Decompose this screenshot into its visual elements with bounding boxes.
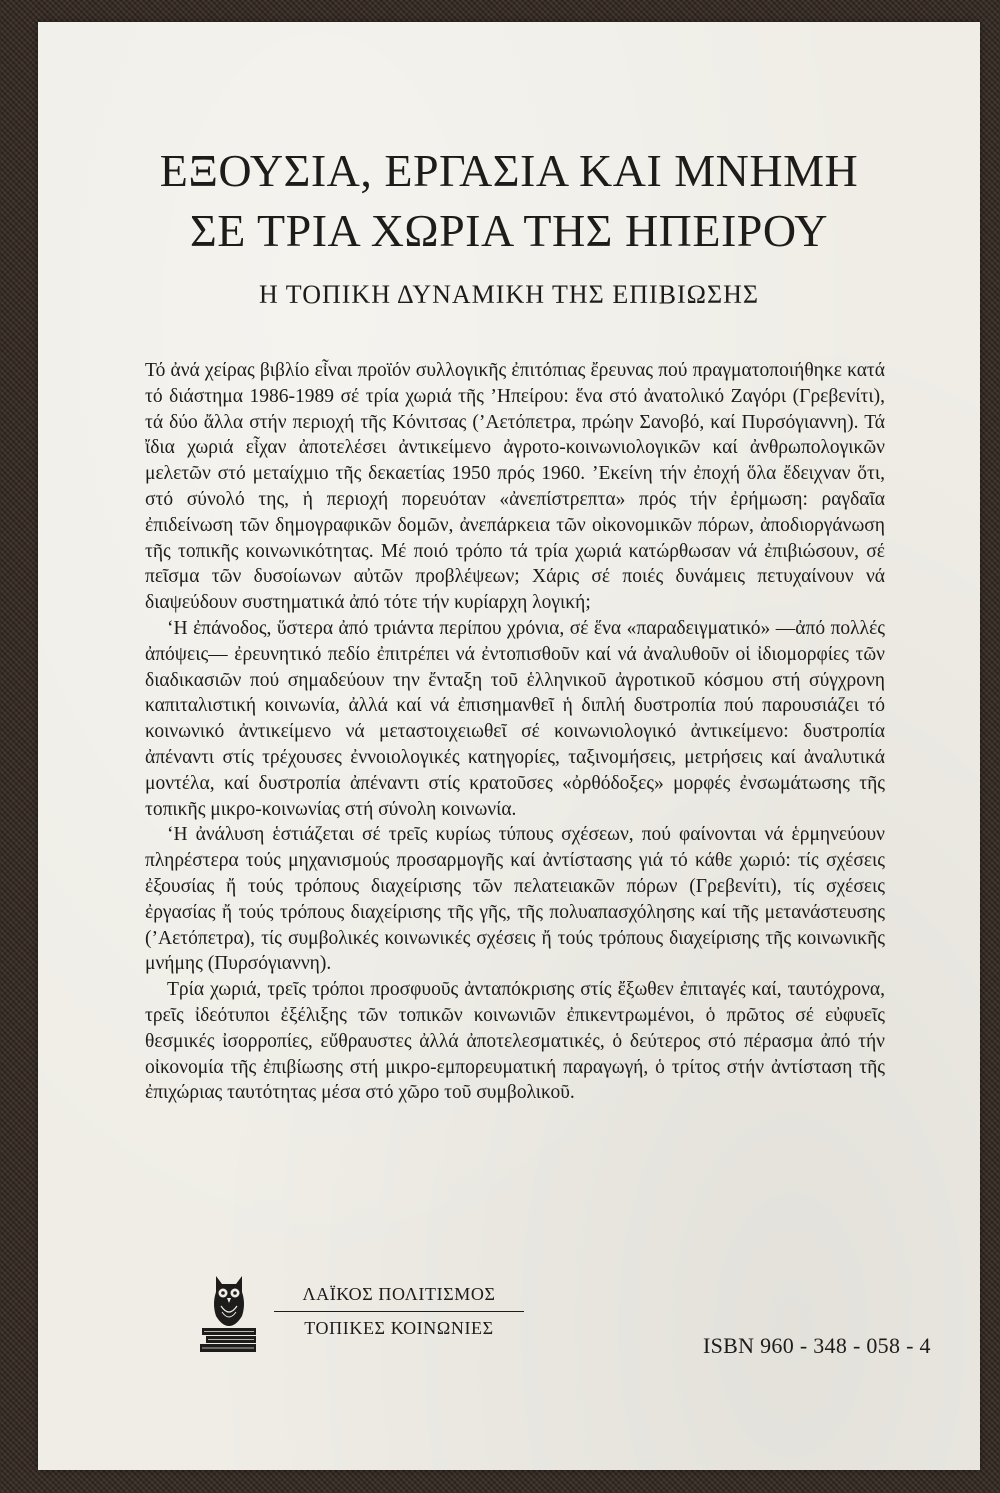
blurb-paragraph-2: ‘Η ἐπάνοδος, ὕστερα ἀπό τριάντα περίπου χρόνια, σέ ἕνα «παραδειγματικό» —ἀπό πολλές ἀπόψεις— ἐρευνητικό πεδίο ἐπιτρέπει νά ἐντοπισθοῦν καί νά ἀναλυθοῦν οἱ ἰδιομορφίες τῶν διαδικασιῶν πού σημαδεύουν την ἔνταξη τοῦ ἑλληνικοῦ ἀγροτικοῦ κόσμου στή σύγχρονη καπιταλιστική κοινωνία, ἀλλά καί νά ἐπισημανθεῖ ἡ διπλή δυστροπία πού παρουσιάζει τό κοινωνικό ἀντικείμενο νά μεταστοιχειωθεῖ σέ κοινωνιολογικό ἀντικείμενο: δυστροπία ἀπέναντι στίς τρέχουσες ἐννοιολογικές κατηγορίες, ταξινομήσεις, μετρήσεις καί ἀναλυτικά μοντέλα, καί δυστροπία ἀπέναντι στίς κρατοῦσες «ὀρθόδοξες» μορφές ἐνσωμάτωσης τῆς τοπικῆς μικρο-κοινωνίας στή σύνολη κοινωνία.	[145, 617, 885, 820]
book-back-cover	[38, 22, 980, 1470]
owl-on-books-icon	[196, 1270, 262, 1356]
series-label	[274, 1284, 524, 1339]
blurb-text	[145, 358, 885, 1106]
blurb-paragraph-1: Τό ἀνά χείρας βιβλίο εἶναι προϊόν συλλογικῆς ἐπιτόπιας ἔρευνας πού πραγματοποιήθηκε κατά τό διάστημα 1986-1989 σέ τρία χωριά τῆς ’Ηπείρου: ἕνα στό ἀνατολικό Ζαγόρι (Γρεβενίτι), τά δύο ἄλλα στήν περιοχή τῆς Κόνιτσας (’Αετόπετρα, πρώην Σανοβό, καί Πυρσόγιαννη). Τά ἴδια χωριά εἶχαν ἀποτελέσει ἀντικείμενο ἀγροτο-κοινωνιολογικῶν καί ἀνθρωπολογικῶν μελετῶν στό μεταίχμιο τῆς δεκαετίας 1950 πρός 1960. ’Εκείνη τήν ἐποχή ὅλα ἔδειχναν ὅτι, στό σύνολό της, ἡ περιοχή πορευόταν «ἀνεπίστρεπτα» πρός τήν ἐρήμωση: ραγδαῖα ἐπιδείνωση τῶν δημογραφικῶν δομῶν, ἀνεπάρκεια τῶν οἰκονομικῶν πόρων, ἀποδιοργάνωση τῆς τοπικῆς κοινωνικότητας. Μέ ποιό τρόπο τά τρία χωριά κατώρθωσαν νά ἐπιβιώσουν, σέ πεῖσμα τῶν δυσοίωνων αὐτῶν προβλέψεων; Χάρις σέ ποιές δυνάμεις πετυχαίνουν νά διαψεύδουν συστηματικά ἀπό τότε τήν κυρίαρχη λογική;	[145, 360, 885, 614]
isbn-number: ISBN 960 - 348 - 058 - 4	[703, 1333, 931, 1358]
title-line-1: ΕΞΟΥΣΙΑ, ΕΡΓΑΣΙΑ ΚΑΙ ΜΝΗΜΗ	[159, 145, 859, 196]
series-subname: ΤΟΠΙΚΕΣ ΚΟΙΝΩΝΙΕΣ	[304, 1318, 494, 1338]
subtitle: Η ΤΟΠΙΚΗ ΔΥΝΑΜΙΚΗ ΤΗΣ ΕΠΙΒΙΩΣΗΣ	[258, 280, 759, 309]
series-name: ΛΑΪΚΟΣ ΠΟΛΙΤΙΣΜΟΣ	[274, 1284, 524, 1312]
blurb-paragraph-4: Τρία χωριά, τρεῖς τρόποι προσφυοῦς ἀνταπόκρισης στίς ἔξωθεν ἐπιταγές καί, ταυτόχρονα, τρεῖς ἰδεότυποι ἐξέλιξης τῶν τοπικῶν κοινωνιῶν ἐπικεντρωμένοι, ὁ πρῶτος σέ εὐφυεῖς θεσμικές ἰσορροπίες, εὔθραυστες ἀλλά ἀποτελεσματικές, ὁ δεύτερος στό πέρασμα ἀπό τήν οἰκονομία τῆς ἐπιβίωσης στή μικρο-εμπορευματική παραγωγή, ὁ τρίτος στήν ἀντίσταση τῆς ἐπιχώριας ταυτότητας μέσα στό χῶρο τοῦ συμβολικοῦ.	[145, 979, 885, 1104]
blurb-paragraph-3: ‘Η ἀνάλυση ἑστιάζεται σέ τρεῖς κυρίως τύπους σχέσεων, πού φαίνονται νά ἑρμηνεύουν πληρέστερα τούς μηχανισμούς προσαρμογῆς καί ἀντίστασης γιά τό κάθε χωριό: τίς σχέσεις ἐξουσίας ἤ τούς τρόπους διαχείρισης τῶν πελατειακῶν πόρων (Γρεβενίτι), τίς σχέσεις ἐργασίας ἤ τούς τρόπους διαχείρισης τῆς γῆς, τῆς πολυαπασχόλησης καί τῆς μετανάστευσης (’Αετόπετρα), τίς συμβολικές κοινωνικές σχέσεις ἤ τούς τρόπους διαχείρισης τῆς κοινωνικῆς μνήμης (Πυρσόγιαννη).	[145, 824, 885, 975]
title-line-2: ΣΕ ΤΡΙΑ ΧΩΡΙΑ ΤΗΣ ΗΠΕΙΡΟΥ	[189, 205, 829, 256]
